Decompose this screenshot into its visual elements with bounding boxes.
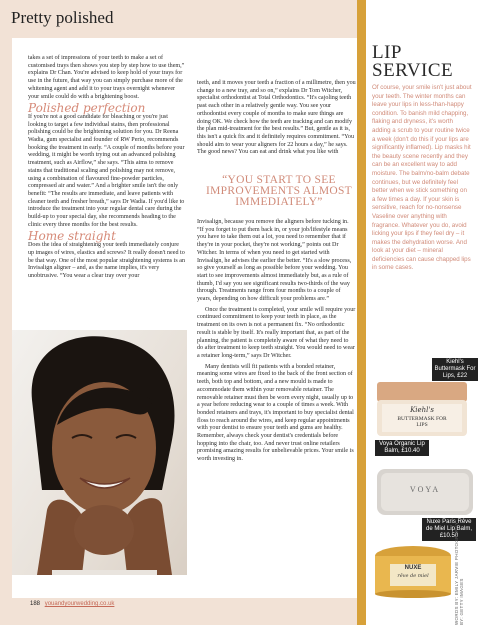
pull-quote: “YOU START TO SEE IMPROVEMENTS ALMOST IMMEDIATELY” (206, 174, 352, 208)
sidebar-title (372, 44, 453, 80)
col2-paragraph-4: Many dentists will fit patients with a bonded retainer, meaning some wires are fixed to the back of the front section of teeth, both top and bottom, and a new mould is made to accommodate them within your removable retainer. The removable retainer must then be worn every night, usually up to a year before reducing wear to a couple of times a week. With bonded retainers and trays, it's important to buy specialist dental floss to reach around the wires, and keep regular appointments with your dentist to ensure your teeth and gums are healthy. Remember, always check your dentist's credentials before hopping into the chair, too. And never trust online retailers promising amazing results for unbelievable prices. Your smile is worth investing in. (197, 363, 354, 463)
polishing-paragraph: If you're not a good candidate for bleaching or you're just looking to target a few individual stains, then professional polishing could be the brightening solution for you. Dr Reena Wadia, gum specialist and founder of RW Perio, recommends booking the treatment in early. “A couple of months before your wedding, it might be worth trying out an advanced polishing treatment, such as Airflow,” she says. “This aims to remove stains that traditional scaling and polishing may not remove, using a combination of flavoured fine-powder particles, compressed air and water.” And a brighter smile isn't the only benefit: “The results are immediate, and leave patients with cleaner teeth and fresher breath,” says Dr Wadia. If you'd like to introduce the treatment into your regular dental care during the build-up to your special day, she recommends heading to the clinic every three months for the best results. (28, 113, 185, 228)
kiehls-caption: Kiehl's Buttermask For Lips, £22 (432, 358, 478, 381)
sidebar-title-line1: LIP (372, 42, 402, 63)
smiling-woman-photo (12, 330, 187, 575)
voya-caption: Voya Organic Lip Balm, £10.40 (375, 440, 429, 456)
nuxe-caption: Nuxe Paris Rêve de Miel Lip Balm, £10.50 (422, 518, 476, 541)
photo-credit: WORDS BY: EMILY JARVIE PHOTOGRAPHY BY: GETTY IMAGES (454, 521, 464, 625)
gold-divider-bar (357, 0, 366, 625)
sidebar-title-line2: SERVICE (372, 60, 454, 81)
straightening-paragraph: Does the idea of straightening your teeth immediately conjure up images of wires, elastics and screws? It really doesn't need to be that way. One of the most popular straightening systems is an Invisalign aligner – and, as the name implies, it's very unobtrusive. “You wear a clear tray over your (28, 242, 185, 279)
sidebar-body: Of course, your smile isn't just about your teeth. The winter months can leave your lips in less-than-happy condition. To banish mild chapping, flaking and dryness, it's worth adding a scrub to your routine twice a week (don't do this if your lips are significantly inflamed). Lip masks hit the beauty scene recently and they can be an excellent way to add moisture. The balm/no-balm debate continues, but we definitely feel better when we stick something on a few times a day. If your skin is sensitive, reach for no-nonsense Vaseline over anything with fragrance. Whatever you do, avoid licking your lips if they feel dry – it makes the dehydration worse. And look at your diet – mineral deficiencies can cause chapped lips in some cases. (372, 84, 472, 272)
page-number: 188 (30, 601, 41, 607)
intro-paragraph: takes a set of impressions of your teeth to make a set of customised trays then shows you step by step how to use them,” explains Dr Chan. You're advised to keep hold of your trays for use in the future, that way you can simply purchase more of the whitening agent and add it to your trays overnight whenever your smile could do with a brightening boost. (28, 55, 185, 100)
voya-label-brand: VOYA (409, 485, 441, 494)
nuxe-label-brand: NUXE (404, 565, 422, 571)
col2-paragraph-3: Once the treatment is completed, your smile will require your continued commitment to keep your teeth in place, as the treatment on its own is not a permanent fix. “No orthodontic result is stable by itself. It's really important that, as part of the planning, the patient is completely aware of what they need to do after treatment to keep teeth straight. You would need to wear a retainer long-term,” says Dr Witcher. (197, 306, 356, 359)
article-column-2 (197, 80, 356, 467)
subheading-home-straight: Home straight (28, 229, 116, 244)
kiehls-label-name: BUTTERMASK FOR LIPS (397, 416, 447, 428)
subheading-polished-perfection: Polished perfection (28, 101, 146, 116)
voya-product-image (375, 465, 475, 517)
nuxe-product-image (372, 540, 454, 598)
col2-paragraph-1: teeth, and it moves your teeth a fraction of a millimetre, then you change to a new tray, and so on,” explains Dr Tom Witcher, specialist orthodontist at Total Orthodontics. “It's cajoling teeth past each other in a relatively gentle way. You see your orthodontist every couple of months to make sure things are doing OK. We check how the teeth are tracking and can modify the plan mid-treatment for the best results.” But, gentle as it is, this isn't a quick fix and it definitely requires commitment. “You should aim to wear your aligners for 22 hours a day,” he says. The good news? You can eat and drink what you like with (197, 80, 356, 156)
article-column-1 (28, 55, 185, 284)
page-footer (30, 601, 114, 607)
col2-paragraph-2: Invisalign, because you remove the aligners before tucking in. “If you forget to put them back in, or your job/lifestyle means you have to take them out a lot, you need to remember that if they're in your pocket, they're not working,” points out Dr Witcher. In terms of when you need to get started with Invisalign, he advises the earlier the better. “It's a slow process, so give yourself as long as possible before your wedding. You start to see improvements almost immediately but, as a rule of thumb, I'd say you see significant results two-thirds of the way through. Treatments range from four months to a couple of years, depending on how difficult your problems are.” (197, 219, 352, 303)
section-title: Pretty polished (11, 8, 114, 27)
kiehls-label-brand: Kiehl's (410, 406, 434, 414)
nuxe-label-name: rêve de miel (397, 573, 429, 579)
website-link[interactable]: youandyourwedding.co.uk (44, 601, 115, 607)
portrait-illustration (12, 330, 187, 575)
